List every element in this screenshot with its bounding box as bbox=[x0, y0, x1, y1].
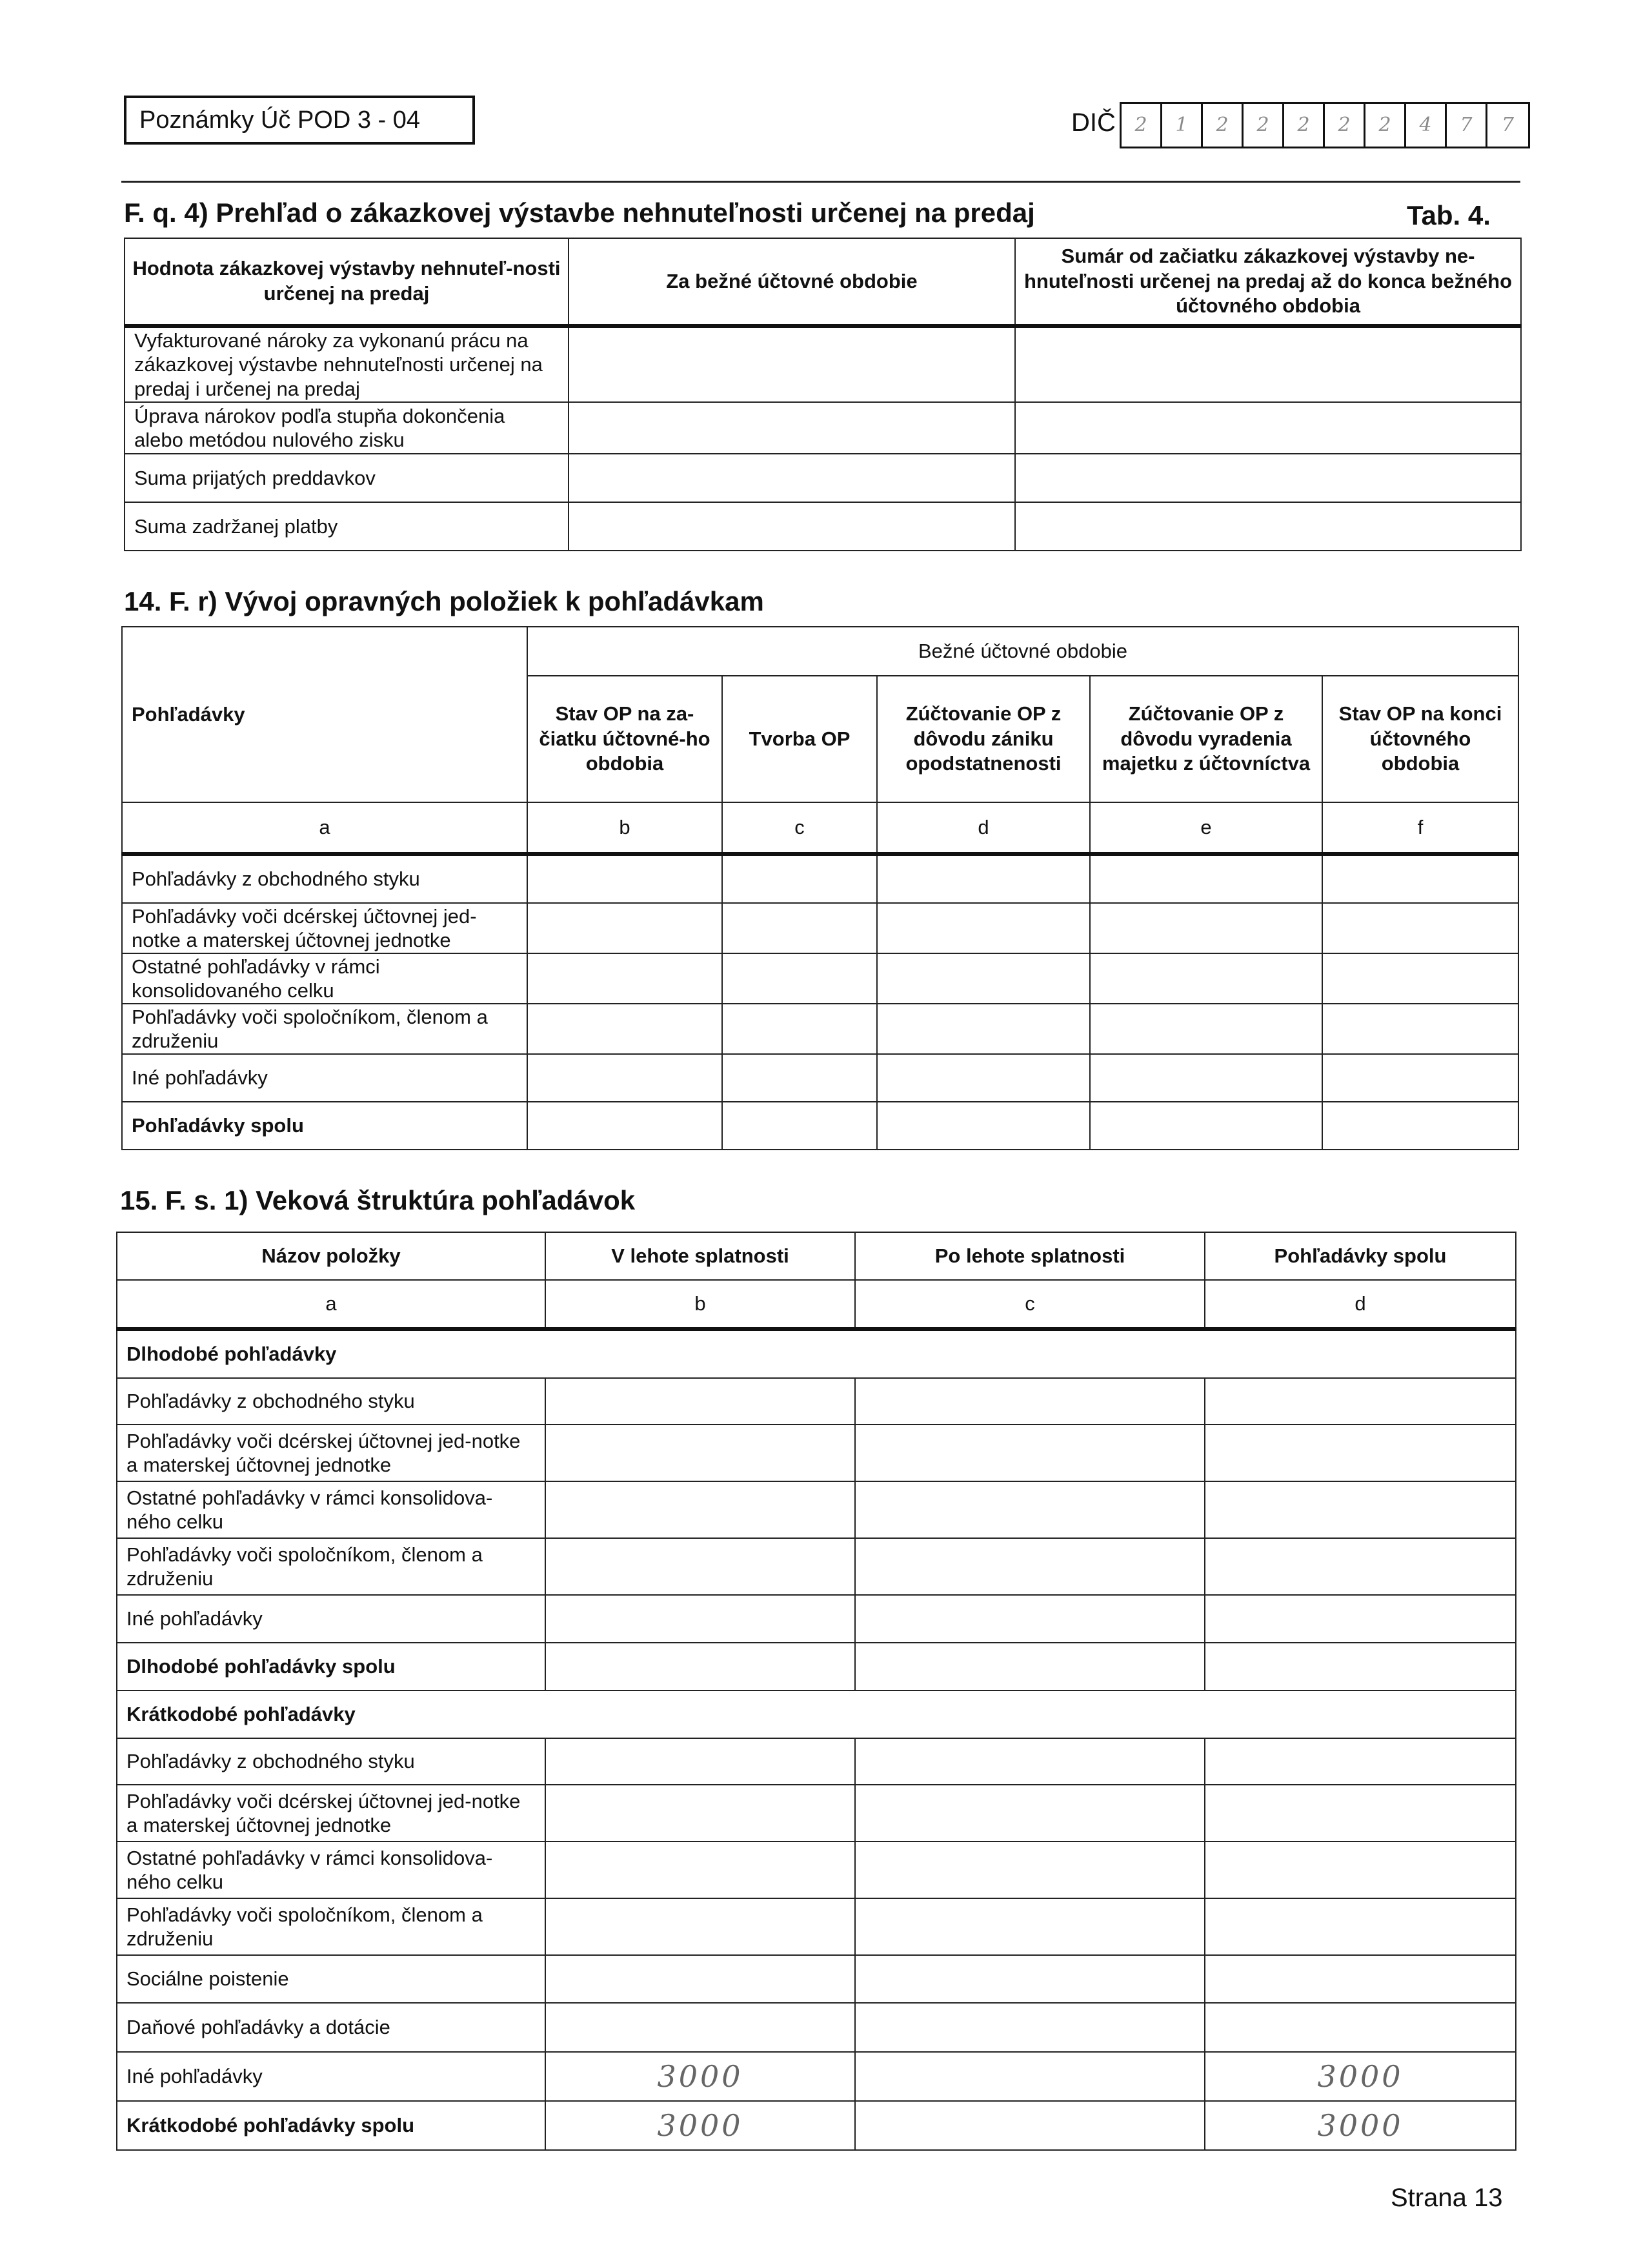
table-cell[interactable] bbox=[545, 1785, 855, 1842]
table-cell[interactable] bbox=[1015, 402, 1521, 454]
table-cell[interactable] bbox=[855, 1785, 1205, 1842]
table-cell[interactable] bbox=[545, 1425, 855, 1481]
total-row-label: Dlhodobé pohľadávky spolu bbox=[117, 1643, 545, 1690]
table-cell[interactable] bbox=[855, 2052, 1205, 2101]
row-label: Pohľadávky voči dcérskej účtovnej jed-notke a materskej účtovnej jednotke bbox=[122, 903, 527, 953]
table-cell[interactable] bbox=[1205, 1898, 1516, 1955]
column-header: Tvorba OP bbox=[722, 676, 877, 802]
column-letter: a bbox=[117, 1280, 545, 1329]
table-cell[interactable] bbox=[545, 1595, 855, 1643]
table-cell[interactable] bbox=[1322, 854, 1518, 903]
table-cell[interactable] bbox=[1090, 854, 1322, 903]
table-cell[interactable] bbox=[545, 1955, 855, 2003]
table-cell[interactable] bbox=[855, 1842, 1205, 1898]
table-cell[interactable] bbox=[545, 1378, 855, 1425]
table-cell[interactable] bbox=[1015, 454, 1521, 502]
table-cell[interactable] bbox=[855, 2101, 1205, 2150]
group-header: Bežné účtovné obdobie bbox=[527, 627, 1518, 676]
row-header-pohladavky: Pohľadávky bbox=[122, 627, 527, 802]
column-header: Po lehote splatnosti bbox=[855, 1232, 1205, 1280]
table-cell[interactable] bbox=[1090, 903, 1322, 953]
table-cell[interactable] bbox=[722, 953, 877, 1004]
column-header: V lehote splatnosti bbox=[545, 1232, 855, 1280]
column-letter: e bbox=[1090, 802, 1322, 854]
row-label: Sociálne poistenie bbox=[117, 1955, 545, 2003]
table-cell[interactable] bbox=[1205, 1785, 1516, 1842]
column-header: Hodnota zákazkovej výstavby nehnuteľ-nosti určenej na predaj bbox=[125, 238, 569, 326]
row-label: Pohľadávky voči dcérskej účtovnej jed-notke a materskej účtovnej jednotke bbox=[117, 1425, 545, 1481]
row-label: Pohľadávky z obchodného styku bbox=[117, 1378, 545, 1425]
table-fs1 bbox=[116, 1232, 1516, 2151]
section-heading-fs1: 15. F. s. 1) Veková štruktúra pohľadávok bbox=[120, 1185, 636, 1215]
row-label: Úprava nárokov podľa stupňa dokončenia alebo metódou nulového zisku bbox=[125, 402, 569, 454]
row-label: Iné pohľadávky bbox=[122, 1054, 527, 1102]
table-cell[interactable] bbox=[1205, 2003, 1516, 2052]
table-cell[interactable] bbox=[1015, 326, 1521, 402]
table-cell[interactable] bbox=[722, 903, 877, 953]
section-title-long-term: Dlhodobé pohľadávky bbox=[117, 1329, 1516, 1378]
table-cell[interactable] bbox=[855, 1643, 1205, 1690]
column-letter: c bbox=[722, 802, 877, 854]
column-header: Názov položky bbox=[117, 1232, 545, 1280]
column-letter: b bbox=[527, 802, 722, 854]
handwritten-value[interactable]: 3000 bbox=[545, 2101, 855, 2150]
table-cell[interactable] bbox=[1322, 1054, 1518, 1102]
table-cell[interactable] bbox=[1205, 1538, 1516, 1595]
table-cell[interactable] bbox=[545, 2003, 855, 2052]
dic-digit: 7 bbox=[1501, 114, 1515, 136]
row-label: Pohľadávky voči spoločníkom, členom a združeniu bbox=[117, 1898, 545, 1955]
table-cell[interactable] bbox=[1205, 1481, 1516, 1538]
table-cell[interactable] bbox=[855, 1898, 1205, 1955]
page-number: Strana 13 bbox=[1391, 2184, 1503, 2212]
table-cell[interactable] bbox=[877, 1004, 1090, 1054]
row-label: Suma prijatých preddavkov bbox=[125, 454, 569, 502]
table-cell[interactable] bbox=[855, 1378, 1205, 1425]
table-cell[interactable] bbox=[545, 1842, 855, 1898]
table-cell[interactable] bbox=[545, 1538, 855, 1595]
section-heading-fq4: F. q. 4) Prehľad o zákazkovej výstavbe nehnuteľnosti určenej na predaj bbox=[124, 198, 1035, 228]
table-cell[interactable] bbox=[1205, 1378, 1516, 1425]
table-cell[interactable] bbox=[1205, 1595, 1516, 1643]
table-cell[interactable] bbox=[855, 1738, 1205, 1785]
table-fr bbox=[121, 626, 1519, 1150]
row-label: Daňové pohľadávky a dotácie bbox=[117, 2003, 545, 2052]
dic-field bbox=[1120, 102, 1530, 148]
table-fq4 bbox=[124, 238, 1522, 551]
table-cell[interactable] bbox=[855, 1481, 1205, 1538]
dic-digit: 4 bbox=[1406, 104, 1447, 147]
dic-digit: 2 bbox=[1244, 104, 1284, 147]
table-cell[interactable] bbox=[1090, 1102, 1322, 1150]
table-cell[interactable] bbox=[527, 1004, 722, 1054]
column-header: Zúčtovanie OP z dôvodu zániku opodstatnenosti bbox=[877, 676, 1090, 802]
table-cell[interactable] bbox=[569, 502, 1015, 551]
table-cell[interactable] bbox=[1205, 1425, 1516, 1481]
dic-label: DIČ bbox=[1071, 108, 1116, 137]
table-cell[interactable] bbox=[1322, 903, 1518, 953]
dic-digit: 1 bbox=[1162, 104, 1203, 147]
table-cell[interactable] bbox=[855, 2003, 1205, 2052]
table-cell[interactable] bbox=[877, 903, 1090, 953]
table-cell[interactable] bbox=[722, 1004, 877, 1054]
table-cell[interactable] bbox=[527, 854, 722, 903]
table-cell[interactable] bbox=[1090, 953, 1322, 1004]
dic-digit: 7 bbox=[1447, 104, 1487, 147]
total-row-label: Pohľadávky spolu bbox=[122, 1102, 527, 1150]
table-cell[interactable] bbox=[722, 854, 877, 903]
table-cell[interactable] bbox=[1205, 1955, 1516, 2003]
row-label: Vyfakturované nároky za vykonanú prácu na zákazkovej výstavbe nehnuteľnosti určenej na predaj i určenej na predaj bbox=[125, 326, 569, 402]
section-heading-fr: 14. F. r) Vývoj opravných položiek k pohľadávkam bbox=[124, 586, 764, 616]
row-label: Pohľadávky voči dcérskej účtovnej jed-notke a materskej účtovnej jednotke bbox=[117, 1785, 545, 1842]
handwritten-value[interactable]: 3000 bbox=[1205, 2101, 1516, 2150]
table-cell[interactable] bbox=[545, 1643, 855, 1690]
table-cell[interactable] bbox=[1090, 1004, 1322, 1054]
table-cell[interactable] bbox=[1322, 1102, 1518, 1150]
table-cell[interactable] bbox=[877, 1102, 1090, 1150]
column-letter: c bbox=[855, 1280, 1205, 1329]
form-label: Poznámky Úč POD 3 - 04 bbox=[124, 96, 475, 145]
table-cell[interactable] bbox=[569, 454, 1015, 502]
table-cell[interactable] bbox=[545, 1481, 855, 1538]
row-label: Iné pohľadávky bbox=[117, 1595, 545, 1643]
row-label: Ostatné pohľadávky v rámci konsolidovaného celku bbox=[122, 953, 527, 1004]
table-cell[interactable] bbox=[1205, 1738, 1516, 1785]
section-title-short-term: Krátkodobé pohľadávky bbox=[117, 1690, 1516, 1738]
table-cell[interactable] bbox=[569, 402, 1015, 454]
table-cell[interactable] bbox=[855, 1538, 1205, 1595]
row-label: Pohľadávky voči spoločníkom, členom a združeniu bbox=[122, 1004, 527, 1054]
column-header: Za bežné účtovné obdobie bbox=[569, 238, 1015, 326]
tab-label: Tab. 4. bbox=[1407, 200, 1491, 230]
table-cell[interactable] bbox=[877, 953, 1090, 1004]
table-cell[interactable] bbox=[877, 1054, 1090, 1102]
table-cell[interactable] bbox=[1205, 1643, 1516, 1690]
dic-digit: 2 bbox=[1284, 104, 1325, 147]
row-label: Ostatné pohľadávky v rámci konsolidova-ného celku bbox=[117, 1481, 545, 1538]
total-row-label: Krátkodobé pohľadávky spolu bbox=[117, 2101, 545, 2150]
column-letter: b bbox=[545, 1280, 855, 1329]
table-cell[interactable] bbox=[855, 1425, 1205, 1481]
handwritten-value[interactable]: 3000 bbox=[545, 2052, 855, 2101]
table-cell[interactable] bbox=[569, 326, 1015, 402]
table-cell[interactable] bbox=[877, 854, 1090, 903]
table-cell[interactable] bbox=[1205, 1842, 1516, 1898]
row-label: Iné pohľadávky bbox=[117, 2052, 545, 2101]
table-cell[interactable] bbox=[722, 1102, 877, 1150]
column-letter: a bbox=[122, 802, 527, 854]
row-label: Suma zadržanej platby bbox=[125, 502, 569, 551]
table-cell[interactable] bbox=[545, 1738, 855, 1785]
table-cell[interactable] bbox=[527, 953, 722, 1004]
row-label: Pohľadávky z obchodného styku bbox=[117, 1738, 545, 1785]
table-cell[interactable] bbox=[527, 1054, 722, 1102]
table-cell[interactable] bbox=[722, 1054, 877, 1102]
column-letter: f bbox=[1322, 802, 1518, 854]
header-divider bbox=[121, 181, 1520, 183]
dic-digit: 2 bbox=[1365, 104, 1406, 147]
table-cell[interactable] bbox=[527, 1102, 722, 1150]
table-cell[interactable] bbox=[855, 1595, 1205, 1643]
dic-digit: 2 bbox=[1325, 104, 1365, 147]
column-header: Stav OP na za-čiatku účtovné-ho obdobia bbox=[527, 676, 722, 802]
column-letter: d bbox=[877, 802, 1090, 854]
dic-digit: 2 bbox=[1122, 104, 1162, 147]
column-header: Sumár od začiatku zákazkovej výstavby ne-hnuteľnosti určenej na predaj až do konca bežného účtovného obdobia bbox=[1015, 238, 1521, 326]
table-cell[interactable] bbox=[545, 1898, 855, 1955]
column-header: Pohľadávky spolu bbox=[1205, 1232, 1516, 1280]
table-cell[interactable] bbox=[1322, 1004, 1518, 1054]
table-cell[interactable] bbox=[1322, 953, 1518, 1004]
column-header: Zúčtovanie OP z dôvodu vyradenia majetku z účtovníctva bbox=[1090, 676, 1322, 802]
row-label: Ostatné pohľadávky v rámci konsolidova-ného celku bbox=[117, 1842, 545, 1898]
dic-digit: 2 bbox=[1203, 104, 1244, 147]
handwritten-value[interactable]: 3000 bbox=[1205, 2052, 1516, 2101]
table-cell[interactable] bbox=[855, 1955, 1205, 2003]
row-label: Pohľadávky voči spoločníkom, členom a združeniu bbox=[117, 1538, 545, 1595]
table-cell[interactable] bbox=[527, 903, 722, 953]
column-header: Stav OP na konci účtovného obdobia bbox=[1322, 676, 1518, 802]
table-cell[interactable] bbox=[1015, 502, 1521, 551]
column-letter: d bbox=[1205, 1280, 1516, 1329]
table-cell[interactable] bbox=[1090, 1054, 1322, 1102]
row-label: Pohľadávky z obchodného styku bbox=[122, 854, 527, 903]
